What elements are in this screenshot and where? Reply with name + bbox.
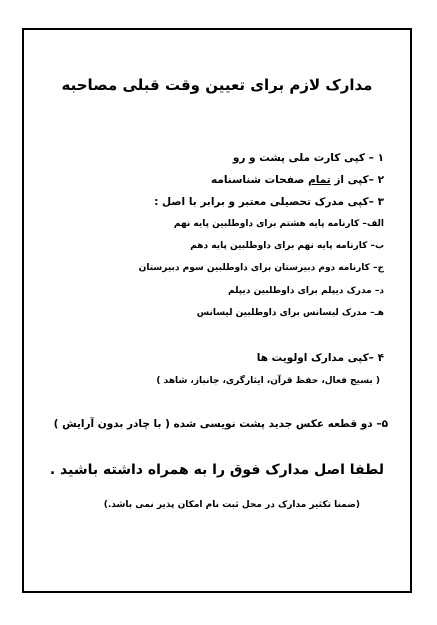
item-2	[211, 174, 384, 186]
item-2-prefix: ۲ –کپی از	[330, 174, 384, 186]
item-5: ۵– دو قطعه عکس جدید پشت نویسی شده ( با چادر بدون آرایش )	[53, 418, 388, 430]
document-title: مدارک لازم برای تعیین وقت قبلی مصاحبه	[61, 76, 373, 94]
item-2-underlined: تمام	[308, 174, 331, 186]
item-3-sub-b: ب– کارنامه پایه نهم برای داوطلبین پایه دهم	[190, 241, 384, 251]
item-2-suffix: صفحات شناسنامه	[211, 174, 309, 186]
item-3: ۳ –کپی مدرک تحصیلی معتبر و برابر با اصل :	[154, 196, 384, 208]
item-3-sub-a: الف– کارنامه پایه هشتم برای داوطلبین پایه نهم	[173, 219, 384, 229]
item-3-sub-d: د– مدرک دیپلم برای داوطلبین دیپلم	[228, 286, 384, 296]
page-border	[22, 28, 412, 593]
item-1: ۱ – کپی کارت ملی پشت و رو	[232, 152, 384, 164]
important-note: لطفا اصل مدارک فوق را به همراه داشته باشید .	[49, 462, 384, 478]
item-3-sub-c: ج– کارنامه دوم دبیرستان برای داوطلبین سوم دبیرستان	[138, 263, 384, 273]
item-4: ۴ –کپی مدارک اولویت ها	[256, 352, 384, 364]
item-4-detail: ( بسیج فعال، حفظ قرآن، ایثارگری، جانباز، شاهد )	[156, 376, 380, 386]
footnote: (ضمنا تکثیر مدارک در محل ثبت نام امکان پذیر نمی باشد.)	[103, 500, 360, 510]
item-3-sub-e: هـ– مدرک لیسانس برای داوطلبین لیسانس	[196, 308, 384, 318]
